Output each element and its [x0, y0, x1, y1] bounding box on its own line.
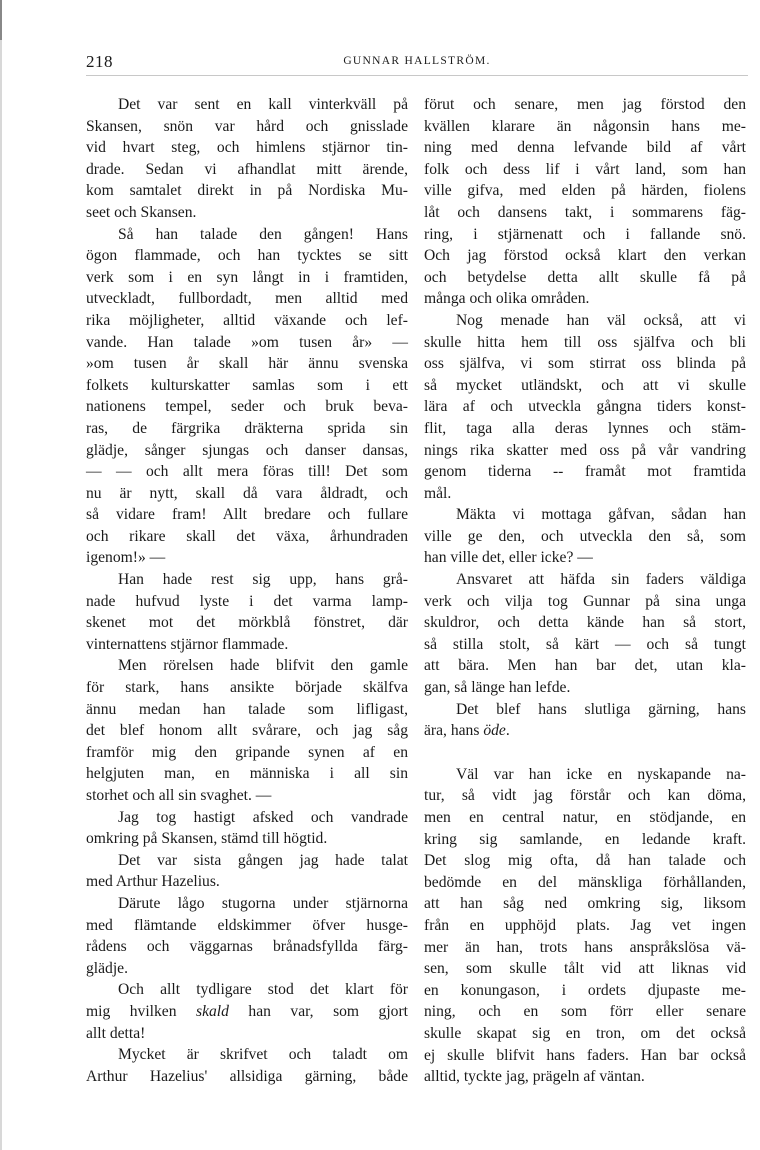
text-line: rika möjligheter, alltid växande och lef- — [86, 311, 408, 329]
text-line: Och allt tydligare stod det klart för — [118, 981, 408, 999]
left-column — [86, 94, 408, 1087]
text-fragment: ära, hans — [424, 722, 480, 740]
text-line: Nog menade han väl också, att vi — [456, 311, 746, 329]
text-line: för stark, hans ansikte började skälfva — [86, 679, 408, 697]
text-line: nade hufvud lyste i det varma lamp- — [86, 592, 408, 610]
text-line: drade. Sedan vi afhandlat mitt ärende, — [86, 160, 408, 178]
text-line: förut och senare, men jag förstod den — [424, 96, 746, 113]
text-line: helgjuten man, en människa i all sin — [86, 765, 408, 783]
text-line: ej skulle blifvit hans faders. Han bar också — [424, 1046, 746, 1064]
text-line: så stilla stolt, så kärt — och så tungt — [424, 635, 746, 653]
text-line: framför mig den gripande synen af en — [86, 743, 408, 761]
text-line: vid hvart steg, och himlens stjärnor tin- — [86, 139, 408, 157]
paragraph — [86, 569, 408, 655]
text-line: ögon flammade, och han tycktes se sitt — [86, 247, 408, 265]
text-line — [424, 720, 746, 742]
text-line: Därute lågo stugorna under stjärnorna — [118, 894, 408, 912]
text-line: att bära. Men han bar det, utan kla- — [424, 657, 746, 675]
paragraph — [86, 893, 408, 979]
text-line: ville gifva, med elden på härden, fiolens — [424, 182, 746, 200]
text-line: Mycket är skrifvet och taladt om — [118, 1046, 408, 1064]
text-line: nings rika skatter med oss på vår vandring — [424, 441, 746, 459]
text-line: vinternattens stjärnor flammade. — [86, 635, 289, 653]
text-line: kom samtalet direkt in på Nordiska Mu- — [86, 182, 408, 200]
text-line: med Arthur Hazelius. — [86, 873, 220, 891]
paragraph — [86, 850, 408, 893]
paragraph — [424, 504, 746, 569]
text-line: han ville det, eller icke? — — [424, 549, 593, 567]
text-line: seet och Skansen. — [86, 203, 197, 221]
paragraph — [86, 807, 408, 850]
text-line: skenet mot det mörkblå fönstret, där — [86, 614, 408, 632]
text-line: att han såg ned omkring sig, liksom — [424, 895, 746, 913]
text-line: ning, och en som förr eller senare — [424, 1003, 746, 1021]
text-line: rådens och väggarnas brånadsfyllda färg- — [86, 938, 408, 956]
text-fragment: han var, som gjort — [248, 1002, 408, 1020]
text-line: glädje, sånger sjungas och danser dansas, — [86, 441, 408, 459]
text-line: kvällen klarare än någonsin hans me- — [424, 117, 746, 135]
text-line: alltid, tyckte jag, prägeln af väntan. — [424, 1068, 645, 1086]
scan-edge-mark — [0, 0, 2, 40]
text-line: Och jag förstod också klart den verkan — [424, 247, 746, 265]
text-line: omkring på Skansen, stämd till högtid. — [86, 830, 328, 848]
text-line: sen, som skulle tålt vid att liknas vid — [424, 960, 746, 978]
header-rule — [86, 75, 748, 76]
paragraph — [86, 1044, 408, 1087]
text-line: mål. — [424, 484, 452, 502]
text-line: så mycket utländskt, och att vi skulle — [424, 376, 746, 394]
text-line: men en central natur, en stödjande, en — [424, 809, 746, 826]
text-line: det blef honom allt svårare, och jag såg — [86, 722, 408, 740]
text-line: Så han talade den gången! Hans — [118, 225, 408, 243]
running-title: GUNNAR HALLSTRÖM. — [343, 55, 491, 67]
text-line: många och olika områden. — [424, 290, 590, 308]
paragraph — [424, 699, 746, 742]
text-line: mer än han, trots hans anspråkslösa vä- — [424, 938, 746, 956]
text-line: genom tiderna -- framåt mot framtida — [424, 463, 746, 481]
text-line: utveckladt, fullbordadt, men alltid med — [86, 290, 408, 308]
text-line: flit, taga alla deras lynnes och stäm- — [424, 419, 746, 437]
text-line: gan, så länge han lefde. — [424, 679, 571, 697]
right-column — [424, 94, 746, 1088]
text-line: bedömde en del mänskliga förhållanden, — [424, 873, 746, 891]
paragraph — [86, 224, 408, 570]
page-header — [86, 52, 748, 72]
text-line: — — och allt mera föras till! Det som — [86, 463, 408, 481]
text-line: Det slog mig ofta, då han talade och — [424, 852, 746, 870]
paragraph — [86, 94, 408, 224]
text-line: nationens tempel, seder och bruk beva- — [86, 398, 408, 416]
text-line: Det blef hans slutliga gärning, hans — [456, 700, 746, 718]
text-line: kring sig samlande, en ledande kraft. — [424, 830, 746, 848]
paragraph — [424, 764, 746, 1088]
paragraph — [424, 310, 746, 504]
page-number: 218 — [86, 52, 113, 71]
section-break — [424, 742, 746, 764]
text-line: ring, i stjärnenatt och i fallande snö. — [424, 225, 746, 243]
text-line: allt detta! — [86, 1024, 146, 1042]
text-line: Ansvaret att häfda sin faders väldiga — [456, 571, 746, 589]
text-line: »om tusen år skall här ännu svenska — [86, 355, 408, 373]
text-line: skulle skapat sig en tron, om det också — [424, 1024, 746, 1042]
text-line — [86, 1001, 408, 1023]
text-line: storhet och all sin svaghet. — — [86, 787, 272, 804]
text-line: från en upphöjd plats. Jag vet ingen — [424, 916, 746, 934]
paragraph — [424, 94, 746, 310]
text-line: Han hade rest sig upp, hans grå- — [118, 571, 408, 589]
text-line: igenom!» — — [86, 549, 166, 567]
text-line: tur, så vidt jag förstår och kan döma, — [424, 787, 746, 805]
text-line: Men rörelsen hade blifvit den gamle — [118, 657, 408, 675]
text-line: skuldror, och detta kände han så stort, — [424, 614, 746, 632]
text-line: och rikare skall det växa, århundraden — [86, 527, 408, 545]
text-line: vande. Han talade »om tusen år» — — [86, 333, 408, 351]
text-fragment: . — [505, 722, 510, 740]
text-line: Det var sent en kall vinterkväll på — [118, 96, 408, 113]
text-line: Arthur Hazelius' allsidiga gärning, både — [86, 1067, 408, 1085]
text-line: Skansen, snön var hård och gnisslade — [86, 117, 408, 135]
text-line: Det var sista gången jag hade talat — [118, 851, 408, 869]
text-line: Väl var han icke en nyskapande na- — [456, 765, 746, 783]
text-line: ännu medan han talade som lifligast, — [86, 700, 408, 718]
text-line: lära af och utveckla gångna tiders konst- — [424, 398, 746, 416]
text-line: Mäkta vi mottaga gåfvan, sådan han — [456, 506, 746, 524]
text-line: skulle hitta hem till oss själfva och bli — [424, 333, 746, 351]
text-line: folk och dess lif i vårt land, som han — [424, 160, 746, 178]
scan-edge — [0, 0, 2, 1150]
text-line: så vidare fram! Allt bredare och fullare — [86, 506, 408, 524]
text-line: ning med denna lefvande bild af vårt — [424, 139, 746, 157]
text-line: och betydelse detta allt skulle få på — [424, 268, 746, 286]
text-line: verk som i en syn långt in i framtiden, — [86, 268, 408, 286]
text-line: med flämtande eldskimmer öfver husge- — [86, 916, 408, 934]
text-line: nu är nytt, skall då vara åldradt, och — [86, 484, 408, 502]
text-line: glädje. — [86, 959, 128, 977]
text-line: verk och vilja tog Gunnar på sina unga — [424, 592, 746, 610]
text-line: låt och dansens takt, i sommarens fäg- — [424, 203, 746, 221]
text-fragment: mig hvilken — [86, 1002, 177, 1020]
italic-emphasis: öde — [483, 722, 506, 740]
text-line: Jag tog hastigt afsked och vandrade — [118, 808, 408, 826]
paragraph — [86, 655, 408, 806]
text-line: en konungason, i ordets djupaste me- — [424, 981, 746, 999]
text-line: ville ge den, och utveckla den så, som — [424, 527, 746, 545]
text-line: ras, de färgrika dräkterna sprida sin — [86, 419, 408, 437]
paragraph — [86, 979, 408, 1044]
italic-emphasis: skald — [196, 1002, 229, 1020]
text-line: oss själfva, vi som stirrat oss blinda på — [424, 355, 746, 373]
paragraph — [424, 569, 746, 699]
text-line: folkets kulturskatter samlas som i ett — [86, 376, 408, 394]
